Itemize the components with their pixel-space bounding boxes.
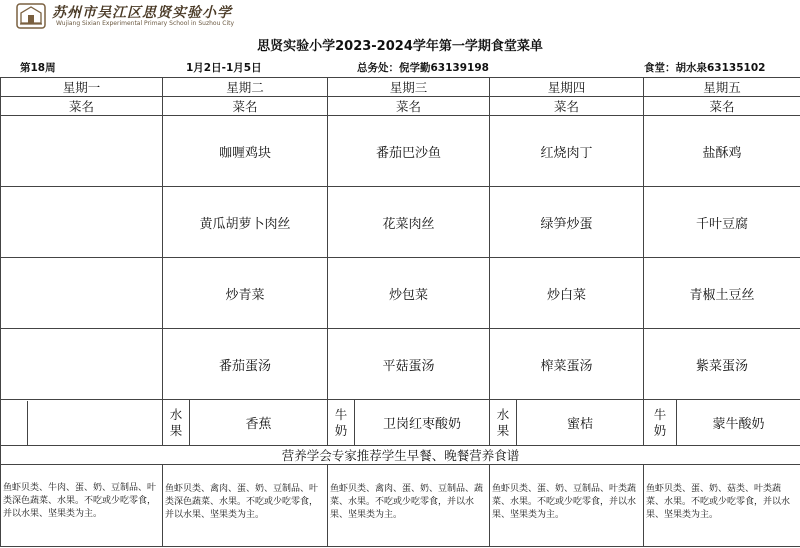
dish-row [1, 116, 800, 187]
dish-cell: 咖喱鸡块 [163, 116, 328, 187]
dish-cell: 紫菜蛋汤 [644, 329, 800, 400]
dish-row [1, 258, 800, 329]
recommendation-title-row [1, 446, 800, 465]
school-name-en: Wujiang Sixian Experimental Primary School in Suzhou City [56, 20, 235, 27]
dish-cell [1, 187, 163, 258]
extras-label: 牛奶 [328, 400, 355, 446]
extras-cell-monday [1, 400, 163, 446]
dish-cell: 番茄蛋汤 [163, 329, 328, 400]
dish-cell: 千叶豆腐 [644, 187, 800, 258]
menu-title: 思贤实验小学2023-2024学年第一学期食堂菜单 [257, 39, 543, 54]
day-header: 星期一 [1, 78, 163, 97]
dish-cell [1, 258, 163, 329]
day-header: 星期三 [328, 78, 490, 97]
recommendation-title: 营养学会专家推荐学生早餐、晚餐营养食谱 [1, 446, 800, 465]
school-emblem-icon [16, 3, 46, 29]
extras-item: 蜜桔 [517, 400, 644, 446]
dish-cell: 番茄巴沙鱼 [328, 116, 490, 187]
extras-item: 蒙牛酸奶 [677, 400, 800, 446]
day-header-row [1, 78, 800, 97]
dish-cell: 炒白菜 [490, 258, 644, 329]
dish-cell: 炒包菜 [328, 258, 490, 329]
day-header: 星期四 [490, 78, 644, 97]
info-row [0, 57, 800, 77]
extras-label [1, 401, 28, 445]
note-cell: 鱼虾贝类、蛋、奶、豆制品、叶类蔬菜、水果。不吃或少吃零食，并以水果、坚果类为主。 [490, 465, 644, 547]
dish-cell: 黄瓜胡萝卜肉丝 [163, 187, 328, 258]
day-header: 星期五 [644, 78, 800, 97]
dish-header: 菜名 [328, 97, 490, 116]
dish-cell: 红烧肉丁 [490, 116, 644, 187]
dish-row [1, 187, 800, 258]
notes-row [1, 465, 800, 547]
note-cell: 鱼虾贝类、禽肉、蛋、奶、豆制品、叶类深色蔬菜、水果。不吃或少吃零食，并以水果、坚果类为主。 [163, 465, 328, 547]
date-range: 1月2日-1月5日 [186, 62, 262, 74]
extras-label: 水果 [490, 400, 517, 446]
note-cell: 鱼虾贝类、禽肉、蛋、奶、豆制品、蔬菜、水果。不吃或少吃零食，并以水果、坚果类为主。 [328, 465, 490, 547]
dish-cell [1, 116, 163, 187]
dish-cell: 绿笋炒蛋 [490, 187, 644, 258]
extras-label: 牛奶 [644, 400, 677, 446]
canteen-contact: 食堂：胡水泉63135102 [644, 62, 766, 74]
dish-cell: 花菜肉丝 [328, 187, 490, 258]
extras-row [1, 400, 800, 446]
school-header [0, 0, 800, 32]
week-label: 第18周 [20, 62, 56, 74]
dish-header: 菜名 [644, 97, 800, 116]
extras-item: 卫岗红枣酸奶 [355, 400, 490, 446]
dish-header: 菜名 [490, 97, 644, 116]
note-cell: 鱼虾贝类、蛋、奶、菇类、叶类蔬菜、水果。不吃或少吃零食，并以水果、坚果类为主。 [644, 465, 800, 547]
extras-label: 水果 [163, 400, 190, 446]
extras-item [28, 401, 162, 445]
menu-table [0, 77, 800, 547]
dish-header-row [1, 97, 800, 116]
day-header: 星期二 [163, 78, 328, 97]
note-cell: 鱼虾贝类、牛肉、蛋、奶、豆制品、叶类深色蔬菜、水果。不吃或少吃零食，并以水果、坚果类为主。 [1, 465, 163, 547]
dish-cell [1, 329, 163, 400]
dish-cell: 盐酥鸡 [644, 116, 800, 187]
dish-row [1, 329, 800, 400]
dish-cell: 炒青菜 [163, 258, 328, 329]
dish-cell: 平菇蛋汤 [328, 329, 490, 400]
dish-header: 菜名 [163, 97, 328, 116]
dish-cell: 青椒土豆丝 [644, 258, 800, 329]
office-contact: 总务处：倪学勤63139198 [357, 62, 489, 74]
school-name-cn: 苏州市吴江区思贤实验小学 [52, 5, 232, 21]
dish-header: 菜名 [1, 97, 163, 116]
dish-cell: 榨菜蛋汤 [490, 329, 644, 400]
extras-item: 香蕉 [190, 400, 328, 446]
